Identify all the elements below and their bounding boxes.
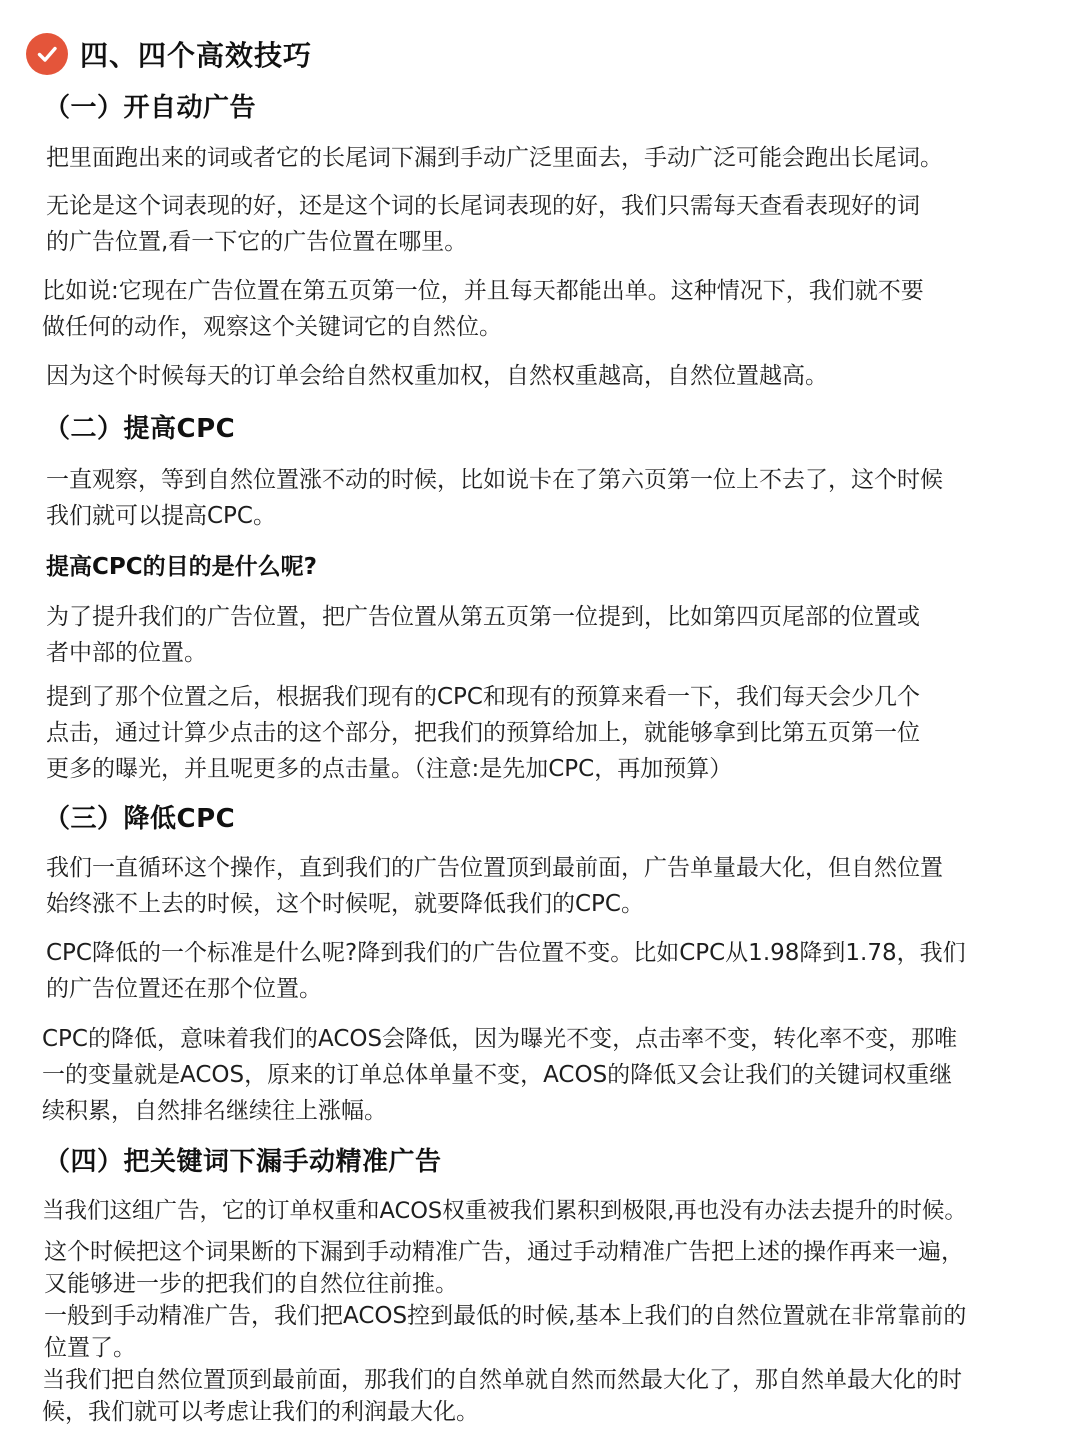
section-1-paragraph-4: 因为这个时候每天的订单会给自然权重加权，自然权重越高，自然位置越高。: [46, 363, 828, 389]
section-3-paragraph-2: CPC降低的一个标准是什么呢?降到我们的广告位置不变。比如CPC从1.98降到1.78，我们 的广告位置还在那个位置。: [46, 940, 966, 1002]
section-4-paragraph-2: 这个时候把这个词果断的下漏到手动精准广告，通过手动精准广告把上述的操作再来一遍， 又能够进一步的把我们的自然位往前推。: [44, 1239, 964, 1297]
check-circle-icon: [26, 33, 68, 75]
title-row: [26, 32, 312, 76]
section-2-sub-paragraph-1: 为了提升我们的广告位置，把广告位置从第五页第一位提到，比如第四页尾部的位置或 者中部的位置。: [46, 604, 920, 666]
section-2-paragraph-1: 一直观察，等到自然位置涨不动的时候，比如说卡在了第六页第一位上不去了，这个时候 我们就可以提高CPC。: [46, 467, 943, 529]
section-heading-2: （二）提高CPC: [44, 414, 236, 444]
section-4-paragraph-1: 当我们这组广告，它的订单权重和ACOS权重被我们累积到极限,再也没有办法去提升的时候。: [42, 1198, 967, 1224]
section-heading-3: （三）降低CPC: [44, 804, 236, 834]
section-3-paragraph-3: CPC的降低，意味着我们的ACOS会降低，因为曝光不变，点击率不变，转化率不变，那唯 一的变量就是ACOS，原来的订单总体单量不变，ACOS的降低又会让我们的关键词权重继 续积累，自然排名继续往上涨幅。: [42, 1026, 958, 1124]
section-heading-4: （四）把关键词下漏手动精准广告: [44, 1147, 442, 1177]
section-heading-1: （一）开自动广告: [44, 93, 257, 123]
section-4-paragraph-4: 当我们把自然位置顶到最前面，那我们的自然单就自然而然最大化了，那自然单最大化的时 候，我们就可以考虑让我们的利润最大化。: [42, 1367, 962, 1425]
page-title: 四、四个高效技巧: [80, 39, 313, 72]
section-2-subheading: 提高CPC的目的是什么呢?: [46, 554, 317, 580]
section-3-paragraph-1: 我们一直循环这个操作，直到我们的广告位置顶到最前面，广告单量最大化，但自然位置 始终涨不上去的时候，这个时候呢，就要降低我们的CPC。: [46, 855, 943, 917]
section-1-paragraph-1: 把里面跑出来的词或者它的长尾词下漏到手动广泛里面去，手动广泛可能会跑出长尾词。: [46, 145, 943, 171]
section-1-paragraph-3: 比如说:它现在广告位置在第五页第一位，并且每天都能出单。这种情况下，我们就不要 做任何的动作，观察这个关键词它的自然位。: [42, 278, 924, 340]
section-2-sub-paragraph-2: 提到了那个位置之后，根据我们现有的CPC和现有的预算来看一下，我们每天会少几个 点击，通过计算少点击的这个部分，把我们的预算给加上，就能够拿到比第五页第一位 更多的曝光，并且呢更多的点击量。（注意:是先加CPC，再加预算）: [46, 684, 920, 782]
section-1-paragraph-2: 无论是这个词表现的好，还是这个词的长尾词表现的好，我们只需每天查看表现好的词 的广告位置,看一下它的广告位置在哪里。: [46, 193, 920, 255]
section-4-paragraph-3: 一般到手动精准广告，我们把ACOS控到最低的时候,基本上我们的自然位置就在非常靠前的 位置了。: [44, 1303, 967, 1361]
